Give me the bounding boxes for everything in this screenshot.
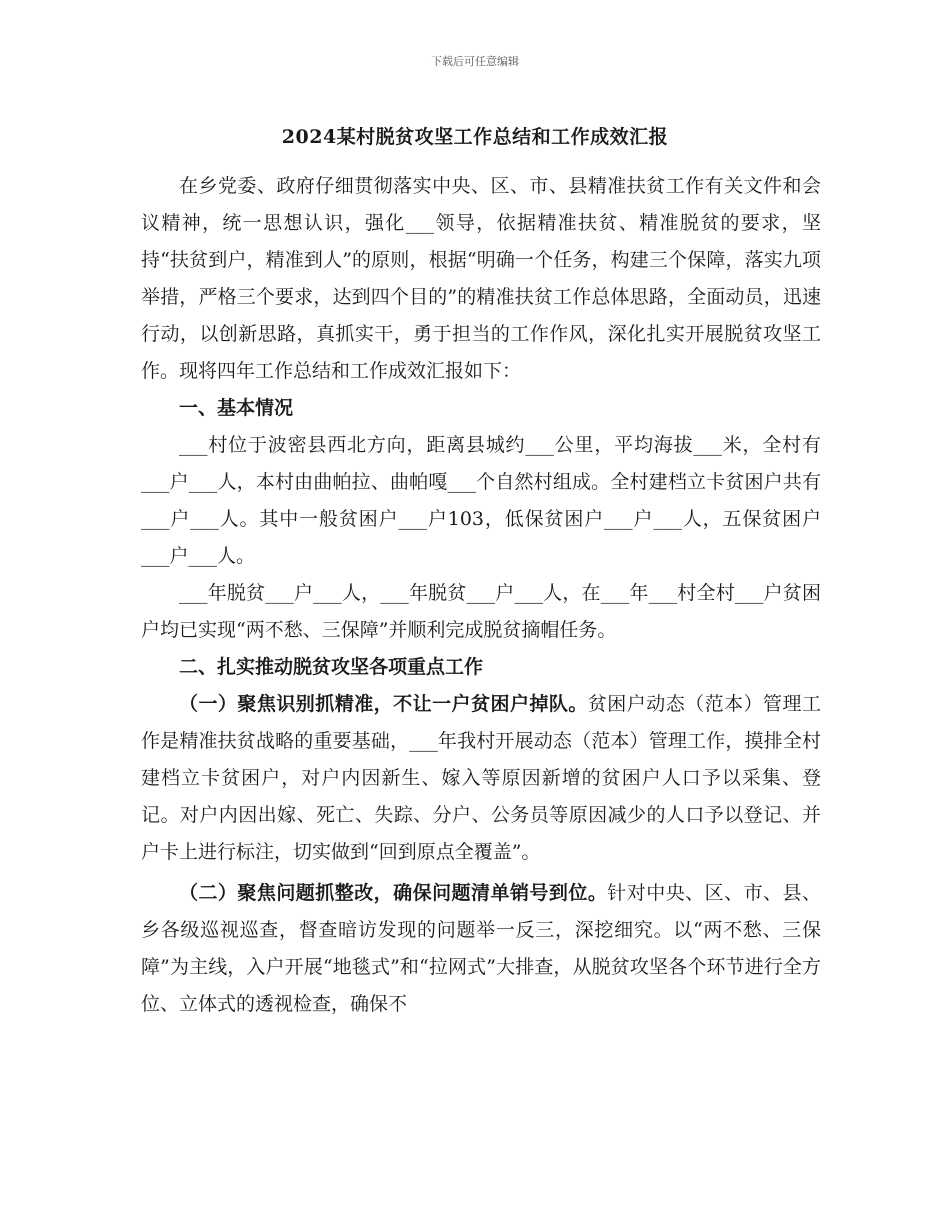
basic-info-paragraph: ___村位于波密县西北方向，距离县城约___公里，平均海拔___米，全村有___户___人，本村由曲帕拉、曲帕嘎___个自然村组成。全村建档立卡贫困户共有___户___人。其中一般贫困户___户103，低保贫困户___户___人，五保贫困户___户___人。: [141, 434, 821, 567]
document-title: 2024某村脱贫攻坚工作总结和工作成效汇报: [281, 126, 669, 148]
document-body: [141, 168, 821, 1023]
item-2-text: 针对中央、区、市、县、乡各级巡视巡查，督查暗访发现的问题举一反三，深挖细究。以“两不愁、三保障”为主线，入户开展“地毯式”和“拉网式”大排查，从脱贫攻坚各个环节进行全方位、立体式的透视检查，确保不: [141, 882, 821, 1015]
item-1-lead: （一）聚焦识别抓精准，不让一户贫困户掉队。: [179, 693, 588, 715]
section-heading-basic-info: 一、基本情况: [179, 397, 294, 419]
key-work-item-2: [141, 875, 821, 1023]
page-header: 下载后可任意编辑: [431, 55, 519, 68]
item-2-lead: （二）聚焦问题抓整改，确保问题清单销号到位。: [179, 882, 608, 904]
intro-paragraph: 在乡党委、政府仔细贯彻落实中央、区、市、县精准扶贫工作有关文件和会议精神，统一思想认识，强化___领导，依据精准扶贫、精准脱贫的要求，坚持“扶贫到户，精准到人”的原则，根据“明确一个任务，构建三个保障，落实九项举措，严格三个要求，达到四个目的”的精准扶贫工作总体思路，全面动员，迅速行动，以创新思路，真抓实干，勇于担当的工作作风，深化扎实开展脱贫攻坚工作。现将四年工作总结和工作成效汇报如下：: [141, 175, 821, 382]
poverty-exit-paragraph: ___年脱贫___户___人，___年脱贫___户___人，在___年___村全村___户贫困户均已实现“两不愁、三保障”并顺利完成脱贫摘帽任务。: [141, 582, 821, 641]
key-work-item-1: [141, 686, 821, 871]
section-heading-key-work: 二、扎实推动脱贫攻坚各项重点工作: [179, 656, 484, 678]
item-1-text: 贫困户动态（范本）管理工作是精准扶贫战略的重要基础，___年我村开展动态（范本）管理工作，摸排全村建档立卡贫困户，对户内因新生、嫁入等原因新增的贫困户人口予以采集、登记。对户内因出嫁、死亡、失踪、分户、公务员等原因减少的人口予以登记、并户卡上进行标注，切实做到“回到原点全覆盖”。: [141, 693, 821, 863]
